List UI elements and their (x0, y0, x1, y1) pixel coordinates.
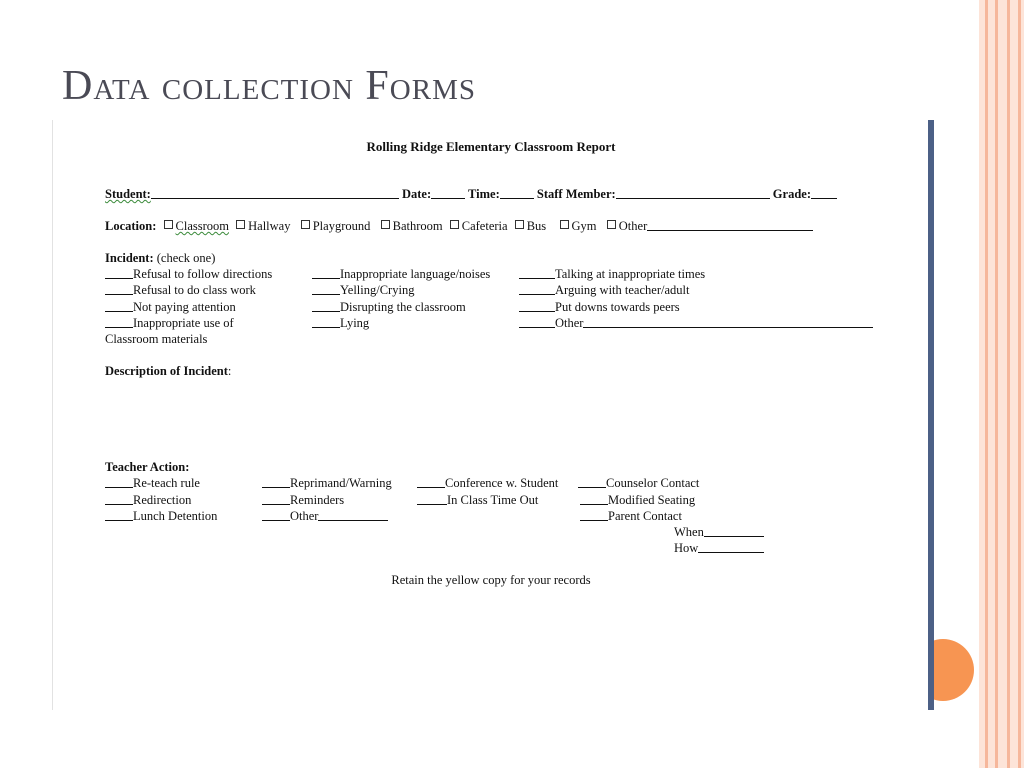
checkbox-playground[interactable] (301, 220, 310, 229)
grade-field[interactable] (811, 187, 837, 199)
incident-blank[interactable] (312, 300, 340, 312)
incident-text: Yelling/Crying (340, 283, 415, 297)
incident-blank[interactable] (519, 316, 555, 328)
incident-blank[interactable] (312, 267, 340, 279)
incident-text: Refusal to do class work (133, 283, 256, 297)
action-text: In Class Time Out (447, 493, 539, 507)
student-label: Student: (105, 187, 151, 201)
checkbox-hallway[interactable] (236, 220, 245, 229)
description-colon: : (227, 364, 232, 378)
location-row (105, 219, 813, 234)
description-label: Description of Incident (105, 364, 228, 378)
location-classroom: Classroom (175, 219, 229, 233)
staff-label: Staff Member: (536, 187, 616, 201)
date-field[interactable] (431, 187, 465, 199)
incident-item (519, 300, 680, 315)
checkbox-other[interactable] (607, 220, 616, 229)
action-text: Modified Seating (608, 493, 696, 507)
how-label: How (674, 541, 699, 555)
when-field[interactable] (704, 525, 764, 537)
action-text: Reminders (290, 493, 345, 507)
how-field[interactable] (698, 541, 764, 553)
action-item (417, 476, 558, 491)
grade-label: Grade: (772, 187, 811, 201)
action-item (262, 509, 388, 524)
incident-blank[interactable] (312, 283, 340, 295)
slide-title: Data collection Forms (62, 63, 476, 109)
incident-other-field[interactable] (583, 316, 873, 328)
incident-blank[interactable] (105, 300, 133, 312)
location-cafeteria: Cafeteria (461, 219, 508, 233)
incident-item (519, 316, 873, 331)
action-text: Counselor Contact (606, 476, 700, 490)
action-text: Lunch Detention (133, 509, 218, 523)
action-blank[interactable] (580, 493, 608, 505)
checkbox-bus[interactable] (515, 220, 524, 229)
action-other-field[interactable] (318, 509, 388, 521)
action-text: Conference w. Student (445, 476, 559, 490)
checkbox-gym[interactable] (560, 220, 569, 229)
location-other: Other (618, 219, 648, 233)
action-item (578, 476, 699, 491)
action-text: Parent Contact (608, 509, 682, 523)
incident-text: Other (555, 316, 584, 330)
location-gym: Gym (571, 219, 597, 233)
checkbox-classroom[interactable] (164, 220, 173, 229)
incident-text: Inappropriate use of (133, 316, 234, 330)
incident-text: Not paying attention (133, 300, 236, 314)
action-blank[interactable] (580, 509, 608, 521)
action-text: Reprimand/Warning (290, 476, 392, 490)
time-field[interactable] (500, 187, 534, 199)
location-bathroom: Bathroom (392, 219, 443, 233)
action-blank[interactable] (105, 493, 133, 505)
action-text: Redirection (133, 493, 192, 507)
location-bus: Bus (526, 219, 547, 233)
incident-blank[interactable] (105, 267, 133, 279)
incident-item (312, 300, 466, 315)
action-item (580, 493, 695, 508)
incident-item (105, 300, 236, 315)
checkbox-cafeteria[interactable] (450, 220, 459, 229)
form-title: Rolling Ridge Elementary Classroom Report (366, 139, 616, 154)
incident-text: Put downs towards peers (555, 300, 680, 314)
incident-label: Incident: (105, 251, 154, 265)
incident-item (519, 267, 705, 282)
incident-text: Talking at inappropriate times (555, 267, 706, 281)
footer-note: Retain the yellow copy for your records (391, 573, 591, 587)
action-item (105, 493, 191, 508)
action-text: Re-teach rule (133, 476, 200, 490)
incident-item (312, 316, 369, 331)
contact-when (674, 525, 764, 540)
description-area[interactable] (105, 382, 885, 454)
form-document (52, 120, 934, 710)
incident-text: Inappropriate language/noises (340, 267, 491, 281)
location-label: Location: (105, 219, 157, 233)
incident-item (105, 316, 234, 331)
incident-blank[interactable] (519, 283, 555, 295)
when-label: When (674, 525, 704, 539)
action-item (580, 509, 682, 524)
incident-item (105, 283, 256, 298)
action-item (262, 493, 344, 508)
incident-text: Lying (340, 316, 370, 330)
description-heading (105, 364, 231, 379)
staff-field[interactable] (616, 187, 770, 199)
action-blank[interactable] (417, 476, 445, 488)
action-blank[interactable] (105, 509, 133, 521)
checkbox-bathroom[interactable] (381, 220, 390, 229)
incident-text: Disrupting the classroom (340, 300, 466, 314)
incident-text: Refusal to follow directions (133, 267, 273, 281)
contact-how (674, 541, 764, 556)
incident-blank[interactable] (105, 316, 133, 328)
incident-heading (105, 251, 215, 266)
incident-item (312, 267, 490, 282)
incident-text: Arguing with teacher/adult (555, 283, 690, 297)
incident-blank[interactable] (519, 267, 555, 279)
student-field[interactable] (151, 187, 399, 199)
location-other-field[interactable] (647, 219, 813, 231)
action-blank[interactable] (417, 493, 447, 505)
date-label: Date: (401, 187, 432, 201)
decorative-stripes (979, 0, 1024, 768)
incident-item (519, 283, 689, 298)
teacher-action-label: Teacher Action: (105, 460, 190, 474)
location-hallway: Hallway (248, 219, 291, 233)
incident-item (312, 283, 414, 298)
time-label: Time: (468, 187, 500, 201)
action-blank[interactable] (105, 476, 133, 488)
location-playground: Playground (312, 219, 371, 233)
incident-item-continuation: Classroom materials (105, 332, 208, 346)
incident-hint: (check one) (156, 251, 216, 265)
action-blank[interactable] (262, 493, 290, 505)
incident-blank[interactable] (312, 316, 340, 328)
action-item (105, 509, 217, 524)
action-blank[interactable] (578, 476, 606, 488)
action-item (262, 476, 392, 491)
incident-item (105, 267, 272, 282)
header-row (105, 187, 837, 202)
action-blank[interactable] (262, 476, 290, 488)
action-item (417, 493, 538, 508)
action-blank[interactable] (262, 509, 290, 521)
incident-blank[interactable] (105, 283, 133, 295)
incident-blank[interactable] (519, 300, 555, 312)
action-text: Other (290, 509, 319, 523)
action-item (105, 476, 200, 491)
